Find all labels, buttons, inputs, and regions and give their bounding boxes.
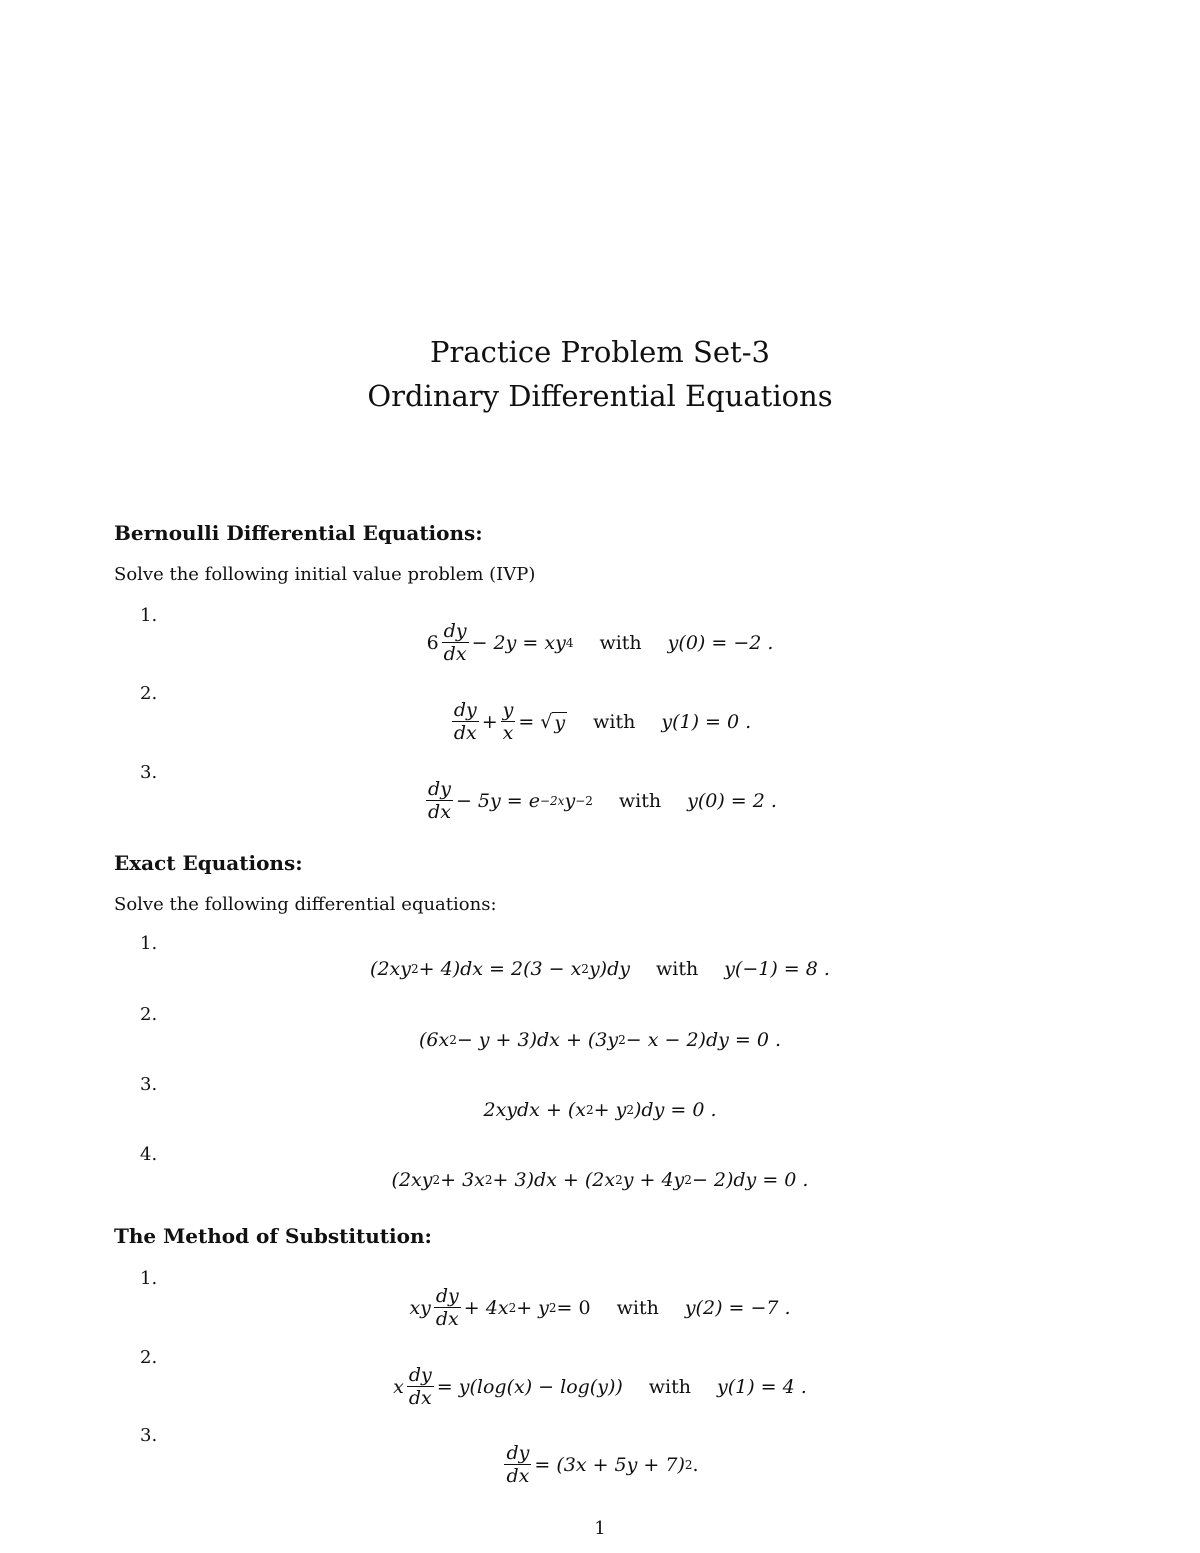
with-word: with — [655, 958, 699, 980]
derivative-fraction: $\frac{dy}{dx}$ — [435, 1285, 459, 1330]
derivative-fraction: $\frac{dy}{dx}$ — [428, 778, 451, 823]
problem-number: 1. — [140, 1268, 158, 1289]
derivative-fraction: $\frac{dy}{dx}$ — [453, 699, 477, 744]
problem-number: 3. — [140, 1074, 158, 1095]
with-word: with — [599, 631, 642, 654]
problem-number: 2. — [140, 683, 158, 704]
ratio-fraction: $\frac{y}{x}$ — [502, 699, 514, 744]
derivative-fraction: $\frac{dy}{dx}$ — [408, 1364, 432, 1409]
equation: (6x 2 − y + 3)dx + (3y 2 − x − 2)dy = 0 . — [418, 1029, 782, 1051]
initial-condition: y(2) = −7 . — [684, 1296, 791, 1319]
section-heading-substitution: The Method of Substitution: — [114, 1224, 432, 1248]
section-instruction-bernoulli: Solve the following initial value problem (IVP) — [114, 564, 536, 585]
initial-condition: y(0) = −2 . — [667, 631, 774, 654]
initial-condition: y(−1) = 8 . — [724, 958, 830, 980]
title-block — [0, 330, 1200, 418]
equation: x $\frac{dy}{dx}$ = y(log(x) − log(y)) with y(1) = 4 . — [393, 1364, 807, 1409]
section-heading-bernoulli: Bernoulli Differential Equations: — [114, 521, 483, 545]
problem-number: 3. — [140, 762, 158, 783]
derivative-fraction: $\frac{dy}{dx}$ — [506, 1442, 530, 1487]
equation: (2xy 2 + 4)dx = 2(3 − x 2 y)dy with y(−1) = 8 . — [370, 958, 830, 980]
title-line-2: Ordinary Differential Equations — [367, 379, 833, 413]
with-word: with — [618, 789, 662, 812]
section-heading-exact: Exact Equations: — [114, 851, 303, 875]
equals-sign: = — [518, 710, 535, 733]
equation: $\frac{dy}{dx}$ − 5y = e −2x y −2 with y(0) = 2 . — [428, 778, 777, 823]
plus-sign: + — [481, 710, 498, 733]
initial-condition: y(0) = 2 . — [687, 789, 777, 812]
initial-condition: y(1) = 4 . — [717, 1375, 807, 1398]
eq-term: y — [564, 789, 576, 812]
eq-coefficient: 6 — [426, 631, 439, 654]
with-word: with — [593, 710, 636, 733]
initial-condition: y(1) = 0 . — [661, 710, 752, 733]
section-instruction-exact: Solve the following differential equations: — [114, 894, 497, 915]
problem-number: 2. — [140, 1347, 158, 1368]
equation: 2xydx + (x 2 + y 2 )dy = 0 . — [483, 1099, 717, 1121]
problem-number: 3. — [140, 1425, 158, 1446]
with-word: with — [616, 1296, 659, 1319]
equation: $\frac{dy}{dx}$ = (3x + 5y + 7) 2 . — [506, 1442, 699, 1487]
problem-number: 1. — [140, 605, 158, 626]
title-line-1: Practice Problem Set-3 — [430, 335, 770, 369]
problem-number: 2. — [140, 1004, 158, 1025]
equation — [0, 699, 1200, 744]
problem-number: 4. — [140, 1144, 158, 1165]
square-root: √ y — [540, 710, 566, 734]
eq-term: − 2y = xy — [471, 631, 566, 654]
equation: 6 $\frac{dy}{dx}$ − 2y = xy 4 with y(0) = −2 . — [426, 620, 774, 665]
page-number: 1 — [594, 1518, 606, 1539]
derivative-fraction: $\frac{dy}{dx}$ — [443, 620, 467, 665]
eq-term: − 5y = e — [455, 789, 540, 812]
equation: (2xy 2 + 3x 2 + 3)dx + (2x 2 y + 4y 2 − 2)dy = 0 . — [391, 1169, 809, 1191]
equation: xy $\frac{dy}{dx}$ + 4x 2 + y 2 = 0 with y(2) = −7 . — [409, 1285, 791, 1330]
problem-number: 1. — [140, 933, 158, 954]
with-word: with — [648, 1375, 691, 1398]
